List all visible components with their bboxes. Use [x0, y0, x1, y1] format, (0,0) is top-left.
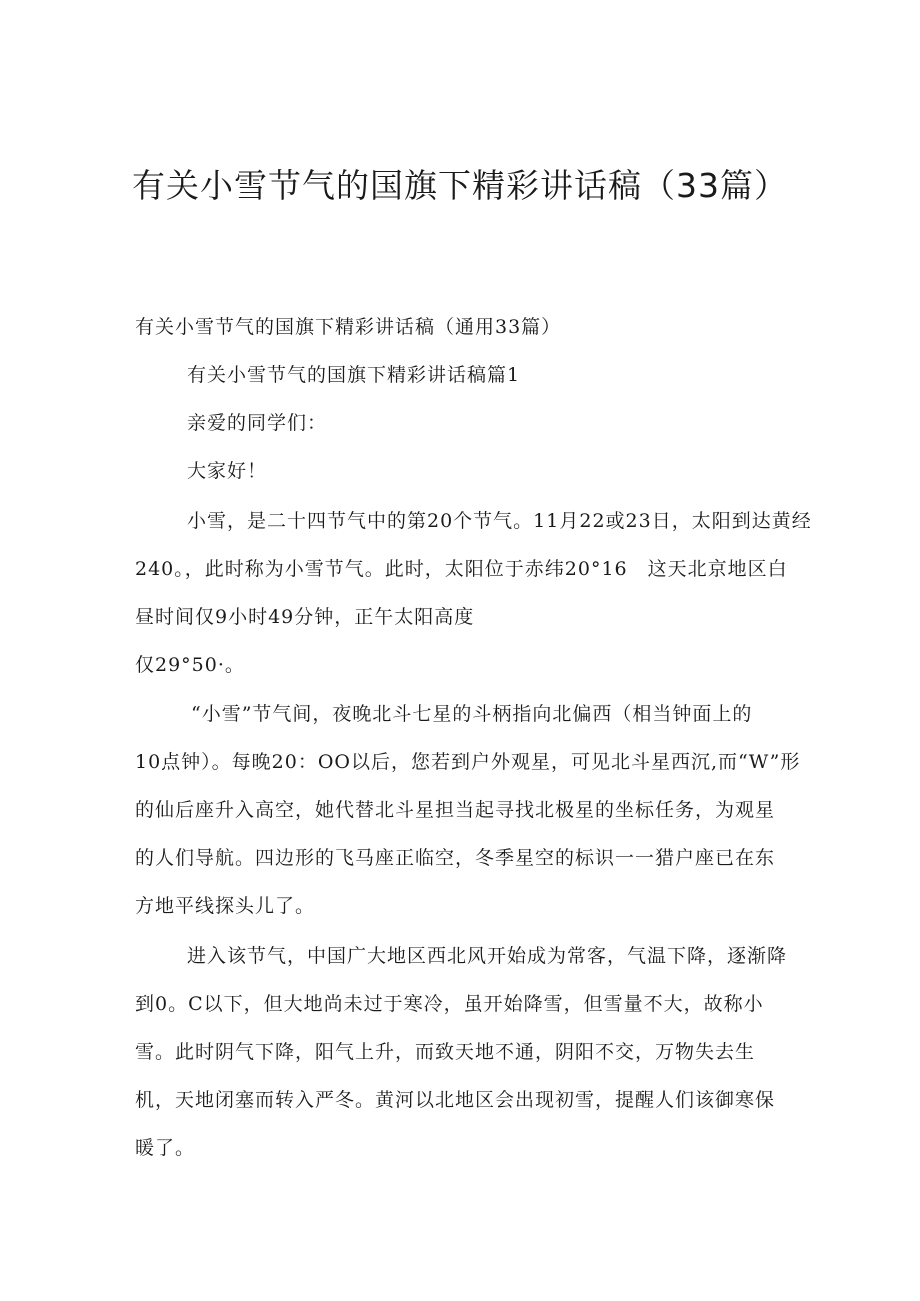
paragraph-line: 昼时间仅9小时49分钟，正午太阳高度	[135, 606, 475, 628]
document-subtitle: 有关小雪节气的国旗下精彩讲话稿（通用33篇）	[135, 316, 562, 338]
paragraph-line: 暖了。	[135, 1137, 196, 1159]
greeting-line: 亲爱的同学们：	[187, 412, 328, 434]
paragraph-line: 方地平线探头儿了。	[135, 895, 316, 917]
paragraph-line: 240。，此时称为小雪节气。此时，太阳位于赤纬20°16 这天北京地区白	[135, 558, 788, 580]
paragraph-line: 到0。C以下，但大地尚未过于寒冷，虽开始降雪，但雪量不大，故称小	[135, 993, 764, 1015]
paragraph-line: 进入该节气，中国广大地区西北风开始成为常客，气温下降，逐渐降	[187, 945, 788, 967]
paragraph-2	[135, 690, 801, 930]
paragraph-line: 小雪，是二十四节气中的第20个节气。11月22或23日，太阳到达黄经	[187, 510, 812, 532]
paragraph-1	[135, 497, 812, 689]
greeting-hello: 大家好！	[187, 460, 268, 482]
section-heading: 有关小雪节气的国旗下精彩讲话稿篇1	[187, 364, 521, 386]
paragraph-line: 10点钟）。每晚20：OO以后，您若到户外观星，可见北斗星西沉,而“W”形	[135, 751, 801, 773]
paragraph-3	[135, 932, 795, 1172]
paragraph-line: 的仙后座升入高空，她代替北斗星担当起寻找北极星的坐标任务，为观星	[135, 799, 776, 821]
paragraph-line: 雪。此时阴气下降，阳气上升，而致天地不通，阴阳不交，万物失去生	[135, 1041, 756, 1063]
paragraph-line: 仅29°50·。	[135, 654, 245, 676]
document-title: 有关小雪节气的国旗下精彩讲话稿（33篇）	[132, 166, 788, 205]
paragraph-line: 的人们导航。四边形的飞马座正临空，冬季星空的标识一一猎户座已在东	[135, 847, 776, 869]
paragraph-line: 机，天地闭塞而转入严冬。黄河以北地区会出现初雪，提醒人们该御寒保	[135, 1089, 776, 1111]
paragraph-line: “小雪”节气间，夜晚北斗七星的斗柄指向北偏西（相当钟面上的	[191, 703, 753, 725]
